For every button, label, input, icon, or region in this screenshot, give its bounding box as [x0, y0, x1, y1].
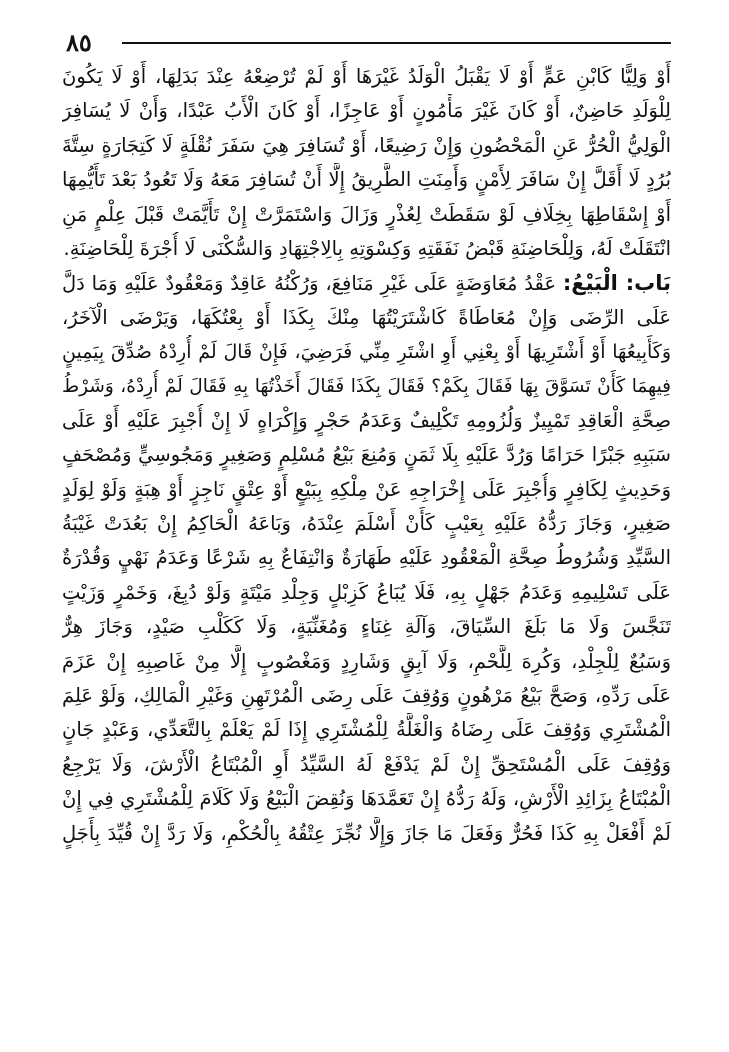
- text-line: بُرُدٍ لَا أَقَلَّ إِنْ سَافَرَ لِأَمْنٍ وَأَمِنَتِ الطَّرِيقُ إِلَّا أَنْ تُسَافِرَ مَعَهُ وَلَا تَعُودُ بَعْدَ تَأَيُّمِهَا: [62, 168, 671, 192]
- text-line: وَكَأَبِيعُهَا أَوْ أَشْتَرِيهَا أَوْ بِعْنِي أَوِ اشْتَرِ مِنِّي فَرَضِيَ، فَإِنْ قَالَ لَمْ أُرِدْهُ صُدِّقَ بِيَمِينٍ: [62, 341, 671, 364]
- text-line: لَمْ أَفْعَلْ بِهِ كَذَا فَحُرٌّ وَفَعَلَ مَا جَازَ وَإِلَّا نُجِّزَ عِتْقُهُ بِالْحُكْمِ، وَلَا رَدَّ إِنْ قُيِّدَ بِأَجَلٍ: [62, 821, 671, 845]
- page-body: [62, 60, 671, 851]
- text-line: لِلْوَلَدِ حَاضِنٌ، أَوْ كَانَ غَيْرَ مَأْمُونٍ أَوْ عَاجِزًا، أَوْ كَانَ الْأَبُ عَبْدًا، وَأَنْ لَا يُسَافِرَ: [62, 99, 671, 123]
- section-text: عَقْدُ مُعَاوَضَةٍ عَلَى غَيْرِ مَنَافِعَ، وَرُكْنُهُ عَاقِدٌ وَمَعْقُودٌ عَلَيْهِ وَمَا دَلَّ: [62, 272, 557, 296]
- text-line: عَلَى تَسْلِيمِهِ وَعَدَمُ جَهْلٍ بِهِ، فَلَا يُبَاعُ كَزِبْلٍ وَجِلْدِ مَيْتَةٍ وَلَوْ دُبِغَ، وَخَمْرٍ وَزَيْتٍ: [62, 580, 671, 604]
- text-line: انْتَقَلَتْ لَهُ، وَلِلْحَاضِنَةِ قَبْضُ نَفَقَتِهِ وَكِسْوَتِهِ بِالِاجْتِهَادِ وَالسُّكْنَى لَا أُجْرَةَ لِلْحَاضِنَةِ.: [63, 236, 671, 260]
- text-line: وَسَبُعٌ لِلْجِلْدِ، وَكُرِهَ لِلَّحْمِ، وَلَا آبِقٍ وَشَارِدٍ وَمَغْصُوبٍ إِلَّا مِنْ غَاصِبِهِ إِنْ عَزَمَ: [62, 649, 671, 673]
- text-line: صِحَّةِ الْعَاقِدِ تَمْيِيزٌ وَلُزُومِهِ تَكْلِيفٌ وَعَدَمُ حَجْرٍ وَإِكْرَاهٍ لَا إِنْ أُجْبِرَ عَلَيْهِ أَوْ عَلَى: [62, 408, 671, 432]
- text-line: تَنَجَّسَ وَلَا مَا بَلَغَ السِّيَاقَ، وَآلَةِ غِنَاءٍ وَمُغَنِّيَةٍ، وَلَا كَكَلْبِ صَيْدٍ، وَجَازَ هِرٌّ: [62, 615, 671, 639]
- text-line: عَلَى الرِّضَى وَإِنْ مُعَاطَاةً كَاشْتَرَيْتُهَا مِنْكَ بِكَذَا أَوْ بِعْتُكَهَا، وَيَرْضَى الْآخَرُ،: [62, 305, 671, 329]
- text-line: الْمُشْتَرِي وَوُقِفَ عَلَى رِضَاهُ وَالْغَلَّةُ لِلْمُشْتَرِي إِذَا لَمْ يَعْلَمْ بِالتَّعَدِّي، وَعَبْدٍ جَانٍ: [62, 718, 671, 742]
- page-number: ٨٥: [66, 28, 92, 57]
- section-heading: بَاب: الْبَيْعُ:: [562, 271, 671, 296]
- text-line: صَغِيرٍ، وَجَازَ رَدُّهُ عَلَيْهِ بِعَيْبٍ كَأَنْ أَسْلَمَ عِنْدَهُ، وَبَاعَهُ الْحَاكِمُ إِنْ بَعُدَتْ غَيْبَةُ: [62, 512, 671, 536]
- page-header: [66, 28, 671, 58]
- text-line: وَوُقِفَ عَلَى الْمُسْتَحِقِّ إِنْ لَمْ يَدْفَعْ لَهُ السَّيِّدُ أَوِ الْمُبْتَاعُ الْأَرْشَ، وَلَا يَرْجِعُ: [62, 752, 671, 776]
- text-line: سَبَبِهِ جَبْرًا حَرَامًا وَرُدَّ عَلَيْهِ بِلَا ثَمَنٍ وَمُنِعَ بَيْعُ مُسْلِمٍ وَصَغِيرٍ وَمَجُوسِيٍّ وَمُصْحَفٍ: [62, 443, 671, 467]
- section-line: [62, 266, 671, 300]
- text-line: الْوَلِيُّ الْحُرُّ عَنِ الْمَحْضُونِ وَإِنْ رَضِيعًا، أَوْ تُسَافِرَ هِيَ سَفَرَ نُقْلَةٍ لَا كَتِجَارَةٍ سِتَّةَ: [62, 133, 671, 157]
- text-line: وَحَدِيثٍ لِكَافِرٍ وَأُجْبِرَ عَلَى إِخْرَاجِهِ عَنْ مِلْكِهِ بِبَيْعٍ أَوْ عِتْقٍ نَاجِزٍ أَوْ هِبَةٍ وَلَوْ لِوَلَدٍ: [62, 477, 671, 501]
- text-line: أَوْ إِسْقَاطِهَا بِخِلَافِ لَوْ سَقَطَتْ لِعُذْرٍ وَزَالَ وَاسْتَمَرَّتْ إِنْ تَأَيَّمَتْ قَبْلَ عِلْمٍ مَنِ: [62, 202, 671, 226]
- text-line: فِيهِمَا كَأَنْ تَسَوَّقَ بِهَا فَقَالَ بِكَمْ؟ فَقَالَ بِكَذَا فَقَالَ أَخَذْتُهَا بِهِ فَقَالَ لَمْ أُرِدْهُ، وَشَرْطُ: [62, 375, 671, 397]
- text-line: الْمُبْتَاعُ بِزَائِدِ الْأَرْشِ، وَلَهُ رَدُّهُ إِنْ تَعَمَّدَهَا وَنُقِضَ الْبَيْعُ وَلَا كَلَامَ لِلْمُشْتَرِي فِي إِنْ: [62, 787, 671, 811]
- text-line: أَوْ وَلِيًّا كَابْنِ عَمٍّ أَوْ لَا يَقْبَلُ الْوَلَدُ غَيْرَهَا أَوْ لَمْ تُرْضِعْهُ عِنْدَ بَدَلِهَا، أَوْ لَا يَكُونَ: [62, 65, 671, 88]
- text-line: السَّيِّدِ وَشُرُوطُ صِحَّةِ الْمَعْقُودِ عَلَيْهِ طَهَارَةٌ وَانْتِفَاعٌ بِهِ شَرْعًا وَعَدَمُ نَهْيٍ وَقُدْرَةٌ: [62, 546, 671, 570]
- header-rule: [122, 42, 671, 44]
- text-line: عَلَى رَدِّهِ، وَصَحَّ بَيْعُ مَرْهُونٍ وَوُقِفَ عَلَى رِضَى الْمُرْتَهِنِ وَغَيْرِ الْمَالِكِ، وَلَوْ عَلِمَ: [62, 684, 671, 708]
